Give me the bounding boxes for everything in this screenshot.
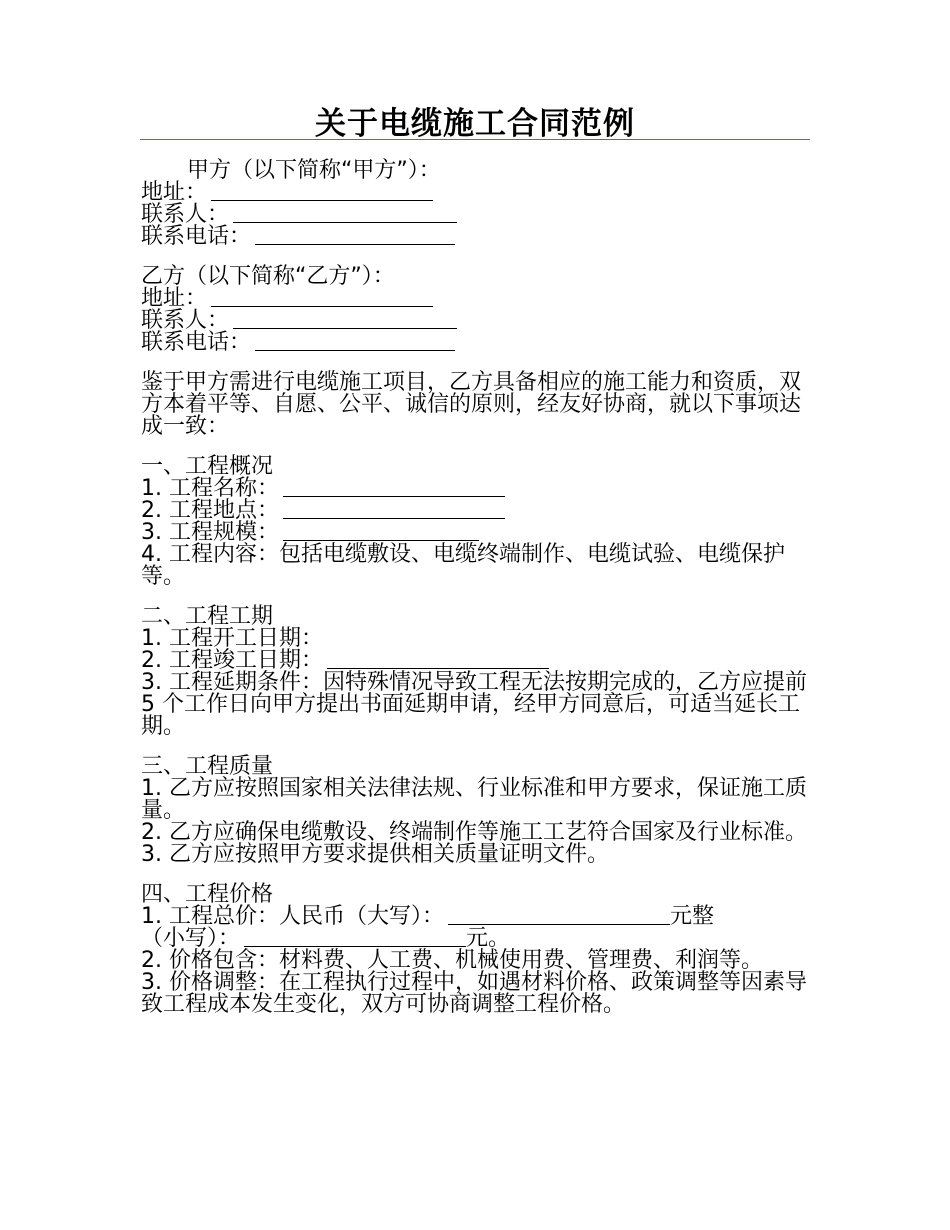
project-scale-label: 3. 工程规模： (141, 520, 279, 545)
completion-date-blank (327, 668, 549, 669)
party-b-contact-blank (233, 328, 457, 329)
section-4-item-3: 3. 价格调整：在工程执行过程中，如遇材料价格、政策调整等因素导致工程成本发生变化，双方可协商调整工程价格。 (141, 970, 807, 1017)
section-3-item-3: 3. 乙方应按照甲方要求提供相关质量证明文件。 (141, 842, 609, 867)
party-b-contact-line (141, 310, 809, 332)
section-1-item-3 (141, 522, 809, 544)
section-1-item-4: 4. 工程内容：包括电缆敷设、电缆终端制作、电缆试验、电缆保护等。 (141, 542, 785, 589)
project-name-blank (283, 496, 505, 497)
party-a-heading: 甲方（以下简称“甲方”）： (187, 158, 441, 183)
total-price-unit: 元整 (669, 904, 714, 929)
section-4-item-2: 2. 价格包含：材料费、人工费、机械使用费、管理费、利润等。 (141, 948, 763, 973)
party-b-address-line (141, 288, 809, 310)
completion-date-label: 2. 工程竣工日期： (141, 648, 323, 673)
section-1-item-2 (141, 500, 809, 522)
party-a-phone-line (141, 226, 809, 248)
total-price-uppercase-blank (448, 924, 670, 925)
party-b-address-blank (211, 306, 433, 307)
party-a-contact-blank (233, 222, 457, 223)
party-a-phone-label: 联系电话： (141, 224, 252, 249)
section-3-item-1: 1. 乙方应按照国家相关法律法规、行业标准和甲方要求，保证施工质量。 (141, 776, 807, 823)
party-a-address-line (141, 182, 809, 204)
section-4-heading: 四、工程价格 (141, 882, 274, 907)
party-a-contact-label: 联系人： (141, 202, 230, 227)
start-date-label: 1. 工程开工日期： (141, 626, 323, 651)
preamble-paragraph: 鉴于甲方需进行电缆施工项目，乙方具备相应的施工能力和资质，双方本着平等、自愿、公平、诚信的原则，经友好协商，就以下事项达成一致： (141, 370, 802, 439)
section-1-item-1 (141, 478, 809, 500)
party-a-contact-line (141, 204, 809, 226)
document-body (141, 160, 809, 1016)
party-a-phone-blank (255, 244, 455, 245)
party-b-heading: 乙方（以下简称“乙方”）： (141, 264, 395, 289)
party-b-contact-label: 联系人： (141, 308, 230, 333)
section-1-heading: 一、工程概况 (141, 454, 274, 479)
party-b-address-label: 地址： (141, 286, 208, 311)
section-4-item-1 (141, 906, 809, 928)
total-price-small-unit: 元。 (466, 926, 511, 951)
total-price-small-label: （小写）： (141, 926, 241, 951)
party-b-phone-line (141, 332, 809, 354)
project-location-blank (283, 518, 505, 519)
project-location-label: 2. 工程地点： (141, 498, 279, 523)
title-divider (140, 139, 810, 140)
party-b-phone-label: 联系电话： (141, 330, 252, 355)
document-title: 关于电缆施工合同范例 (315, 106, 635, 142)
section-3-item-2: 2. 乙方应确保电缆敷设、终端制作等施工工艺符合国家及行业标准。 (141, 820, 807, 845)
party-a-address-label: 地址： (141, 180, 208, 205)
project-scale-blank (283, 540, 479, 541)
total-price-label: 1. 工程总价：人民币（大写）： (141, 904, 444, 929)
party-b-phone-blank (255, 350, 455, 351)
party-a-address-blank (211, 200, 433, 201)
section-3-heading: 三、工程质量 (141, 754, 274, 779)
section-4-item-1-small (141, 928, 809, 950)
section-2-item-1 (141, 628, 809, 650)
section-2-item-2 (141, 650, 809, 672)
project-name-label: 1. 工程名称： (141, 476, 279, 501)
section-2-item-3: 3. 工程延期条件：因特殊情况导致工程无法按期完成的，乙方应提前 5 个工作日向甲方提出书面延期申请，经甲方同意后，可适当延长工期。 (141, 670, 807, 739)
total-price-number-blank (244, 946, 466, 947)
section-2-heading: 二、工程工期 (141, 604, 274, 629)
